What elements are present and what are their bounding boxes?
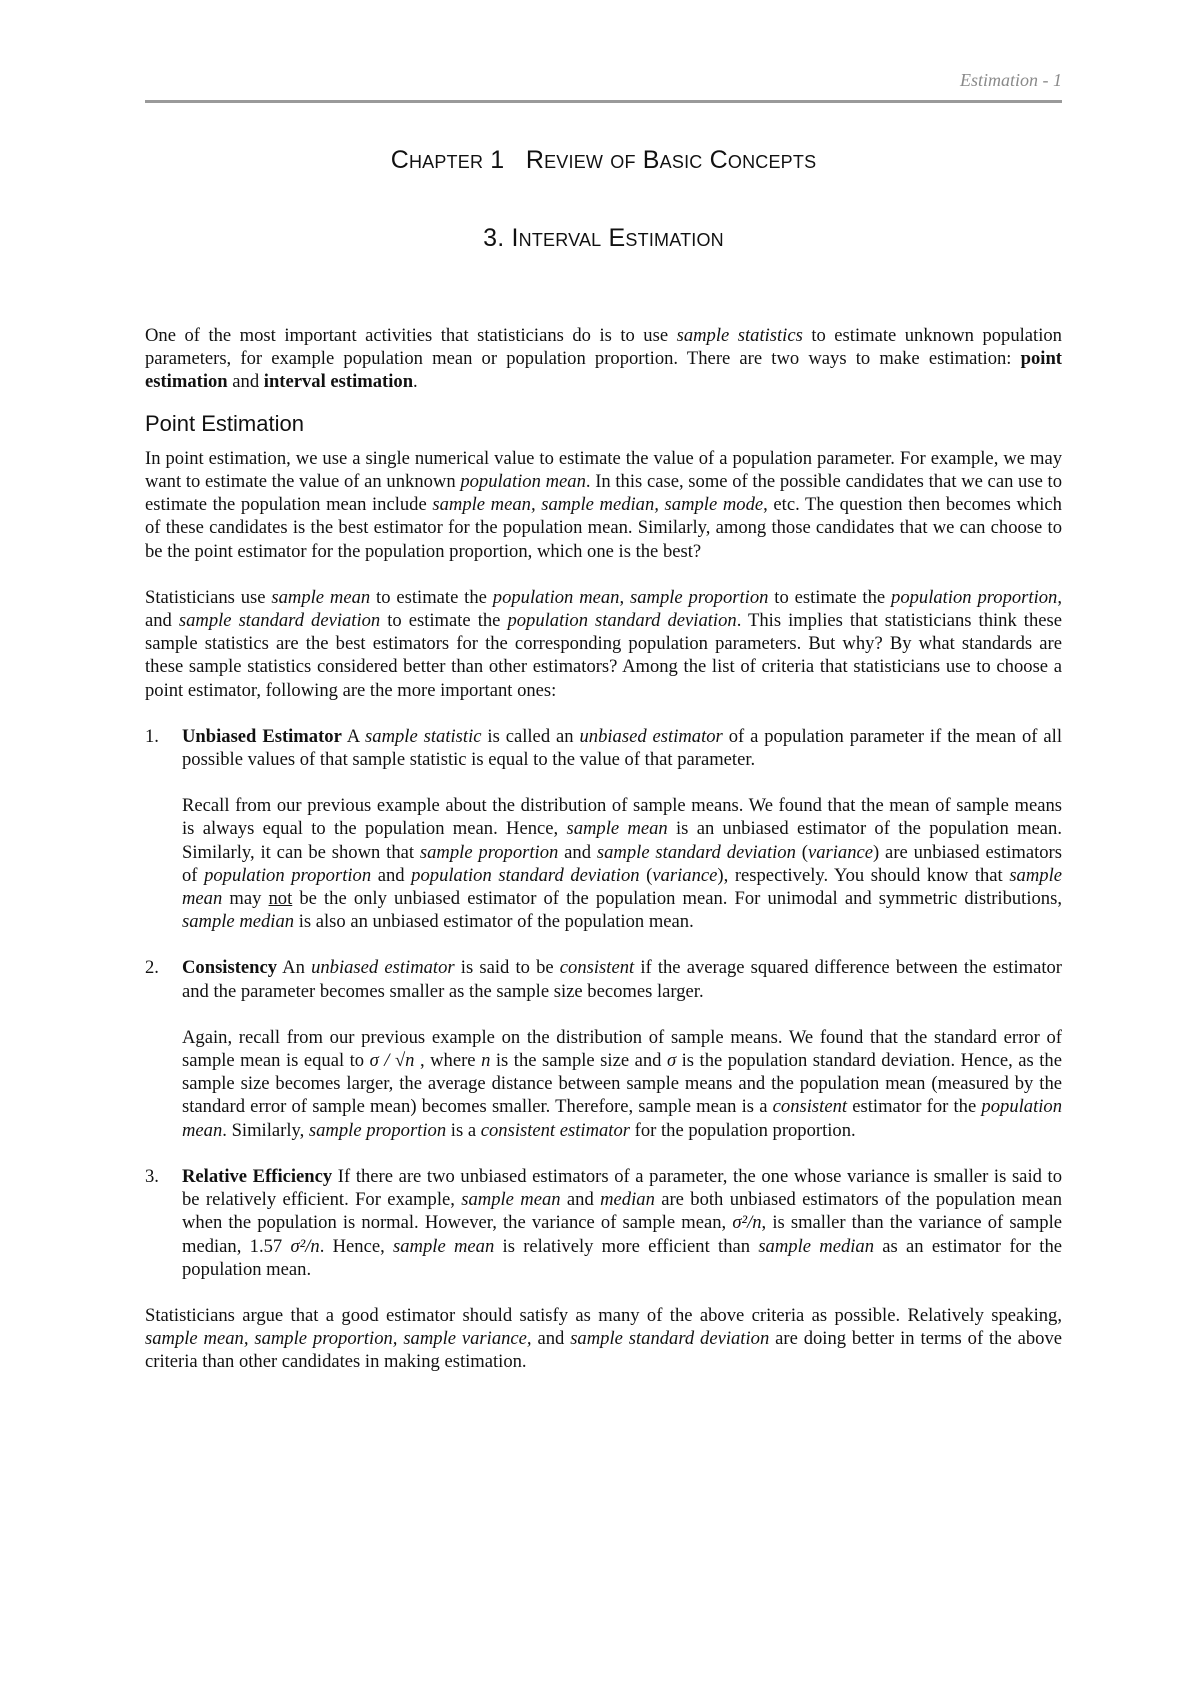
consistency-definition: Consistency An unbiased estimator is said to be consistent if the average squared difference between the estimator and the parameter becomes smaller as the sample size becomes larger. <box>182 957 1063 1002</box>
header-rule <box>145 100 1062 103</box>
standard-error-formula: σ / √n <box>369 1050 415 1072</box>
list-item-consistency <box>145 956 1062 1141</box>
consistency-explanation: Again, recall from our previous example on the distribution of sample means. We found that the standard error of sample mean is equal to σ / √n , where n is the sample size and σ is the population standard deviation. Hence, as the sample size becomes larger, the average distance between sample means and the population mean (measured by the standard error of sample mean) becomes smaller. Therefore, sample mean is a consistent estimator for the population mean. Similarly, sample proportion is a consistent estimator for the population proportion. <box>182 1026 1062 1141</box>
unbiased-estimator-explanation: Recall from our previous example about the distribution of sample means. We found that the mean of sample means is always equal to the population mean. Hence, sample mean is an unbiased estimator of the population mean. Similarly, it can be shown that sample proportion and sample standard deviation (variance) are unbiased estimators of population proportion and population standard deviation (variance), respectively. You should know that sample mean may not be the only unbiased estimator of the population mean. For unimodal and symmetric distributions, sample median is also an unbiased estimator of the population mean. <box>182 795 1062 933</box>
intro-paragraph: One of the most important activities that statisticians do is to use sample statistics to estimate unknown population parameters, for example population mean or population proportion. There are two ways to make estimation: point estimation and interval estimation. <box>145 325 1062 393</box>
chapter-title: Chapter 1 Review of Basic Concepts <box>390 146 817 174</box>
closing-paragraph: Statisticians argue that a good estimator should satisfy as many of the above criteria as possible. Relatively speaking, sample mean, sample proportion, sample variance, and sample standard deviation are doing better in terms of the above criteria than other candidates in making estimation. <box>145 1304 1063 1373</box>
section-title: 3. Interval Estimation <box>483 224 724 252</box>
point-estimation-paragraph-1: In point estimation, we use a single numerical value to estimate the value of a population parameter. For example, we may want to estimate the value of an unknown population mean. In this case, some of the possible candidates that we can use to estimate the population mean include sample mean, sample median, sample mode, etc. The question then becomes which of these candidates is the best estimator for the population mean. Similarly, among those candidates that we can choose to be the point estimator for the population proportion, which one is the best? <box>145 447 1062 562</box>
document-body <box>145 324 1062 1374</box>
point-estimation-heading: Point Estimation <box>145 410 304 436</box>
point-estimation-paragraph-2: Statisticians use sample mean to estimate the population mean, sample proportion to estimate the population proportion, and sample standard deviation to estimate the population standard deviation. This implies that statisticians think these sample statistics are the best estimators for the corresponding population parameters. But why? By what standards are these sample statistics considered better than other estimators? Among the list of criteria that statisticians use to choose a point estimator, following are the more important ones: <box>145 586 1063 701</box>
list-number: 1. <box>145 725 159 747</box>
list-number: 2. <box>145 957 159 979</box>
unbiased-estimator-definition: Unbiased Estimator A sample statistic is called an unbiased estimator of a population parameter if the mean of all possible values of that sample statistic is equal to the value of that parameter. <box>182 725 1062 771</box>
relative-efficiency-definition: Relative Efficiency If there are two unbiased estimators of a parameter, the one whose variance is smaller is said to be relatively efficient. For example, sample mean and median are both unbiased estimators of the population mean when the population is normal. However, the variance of sample mean, σ²/n, is smaller than the variance of sample median, 1.57 σ²/n. Hence, sample mean is relatively more efficient than sample median as an estimator for the population mean. <box>182 1165 1062 1280</box>
list-number: 3. <box>145 1165 159 1187</box>
running-header: Estimation - 1 <box>960 70 1062 90</box>
list-item-relative-efficiency <box>145 1165 1062 1281</box>
list-item-unbiased-estimator <box>145 725 1062 934</box>
